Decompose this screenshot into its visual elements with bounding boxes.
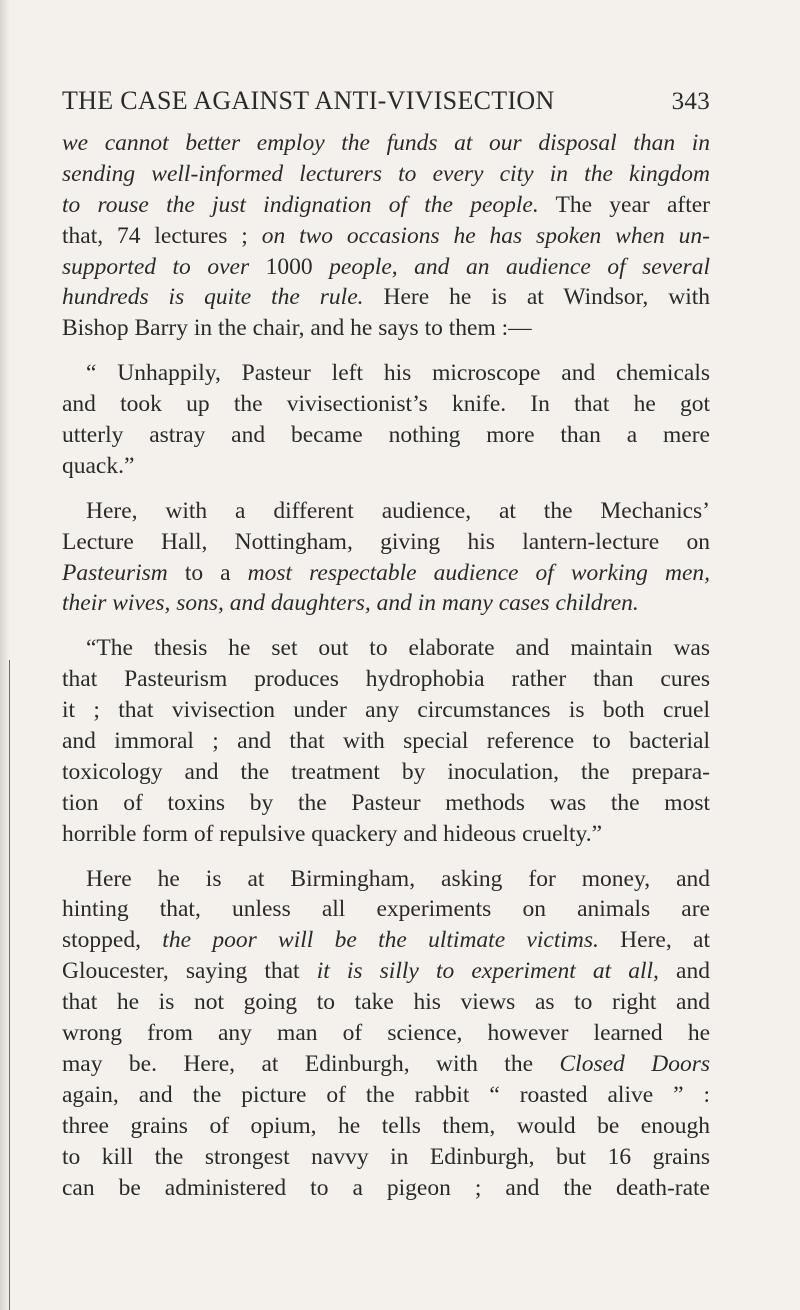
text-line: Gloucester, saying that it is silly to experiment at all, and — [62, 958, 710, 985]
text-line: sending well-informed lecturers to every city in the kingdom — [62, 160, 710, 187]
text-line: and took up the vivisectionist’s knife. In that he got — [62, 391, 710, 418]
text-line: and immoral ; and that with special reference to bacterial — [62, 728, 710, 755]
page-number: 343 — [671, 88, 710, 115]
text-line: hinting that, unless all experiments on animals are — [62, 896, 710, 923]
running-title: THE CASE AGAINST ANTI-VIVISECTION — [62, 86, 555, 115]
text-line: Pasteurism to a most respectable audience of working men, — [62, 559, 711, 586]
text-line: Lecture Hall, Nottingham, giving his lantern-lecture on — [62, 528, 710, 555]
paragraph — [62, 864, 710, 1204]
text-line: tion of toxins by the Pasteur methods was the most — [62, 789, 710, 816]
text-line: “ Unhappily, Pasteur left his microscope and chemicals — [86, 360, 710, 387]
text-line: wrong from any man of science, however learned he — [62, 1020, 710, 1047]
text-line: stopped, the poor will be the ultimate victims. Here, at — [62, 927, 710, 954]
text-line: that Pasteurism produces hydrophobia rather than cures — [62, 666, 710, 693]
paragraph — [62, 496, 710, 620]
text-line: to kill the strongest navvy in Edinburgh, but 16 grains — [62, 1143, 710, 1170]
text-line: toxicology and the treatment by inoculation, the prepara- — [62, 758, 710, 785]
text-line: that, 74 lectures ; on two occasions he has spoken when un- — [62, 222, 710, 249]
paragraph — [62, 633, 710, 849]
page-edge-line — [9, 660, 10, 1310]
running-head — [62, 86, 710, 126]
text-line: Bishop Barry in the chair, and he says to them :— — [62, 315, 532, 342]
text-line: to rouse the just indignation of the people. The year after — [62, 191, 710, 218]
text-line: “The thesis he set out to elaborate and maintain was — [86, 635, 710, 662]
text-line: again, and the picture of the rabbit “ roasted alive ” : — [62, 1081, 710, 1108]
text-line: hundreds is quite the rule. Here he is at Windsor, with — [62, 284, 711, 311]
text-line: it ; that vivisection under any circumstances is both cruel — [62, 697, 710, 724]
text-line: horrible form of repulsive quackery and hideous cruelty.” — [62, 820, 603, 847]
text-line: we cannot better employ the funds at our disposal than in — [62, 130, 710, 156]
paragraph — [62, 128, 710, 344]
text-line: Here, with a different audience, at the Mechanics’ — [86, 497, 710, 524]
text-line: three grains of opium, he tells them, would be enough — [62, 1112, 710, 1139]
text-line: utterly astray and became nothing more than a mere — [62, 422, 710, 449]
text-line: quack.” — [62, 452, 135, 479]
text-line: can be administered to a pigeon ; and the death-rate — [62, 1174, 710, 1201]
text-line: their wives, sons, and daughters, and in many cases children. — [62, 590, 639, 617]
text-line: may be. Here, at Edinburgh, with the Closed Doors — [62, 1050, 710, 1077]
text-line: supported to over 1000 people, and an audience of several — [62, 253, 710, 280]
paragraph — [62, 358, 710, 482]
page-body — [62, 128, 710, 1203]
text-line: Here he is at Birmingham, asking for money, and — [86, 865, 710, 892]
text-line: that he is not going to take his views as to right and — [62, 989, 710, 1016]
